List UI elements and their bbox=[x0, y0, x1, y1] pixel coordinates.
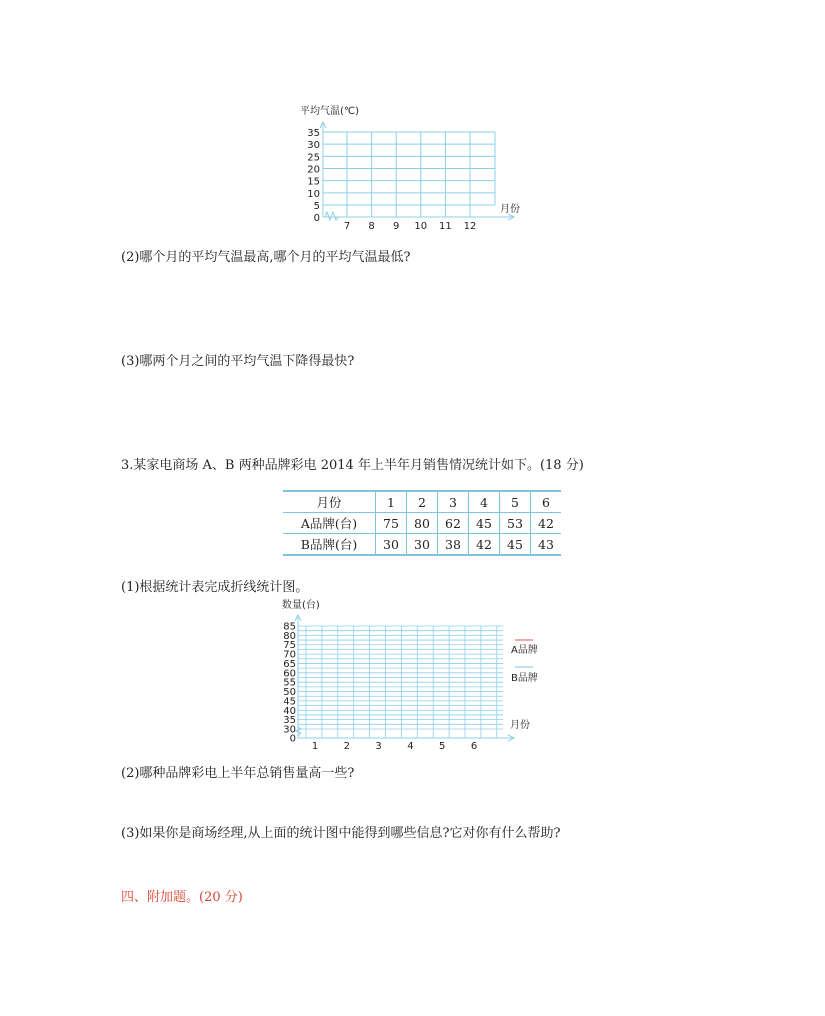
temperature-x-tick-label: 9 bbox=[393, 221, 400, 232]
sales-x-tick-label: 3 bbox=[375, 741, 382, 752]
question-3-1: (1)根据统计表完成折线统计图。 bbox=[121, 580, 309, 595]
table-cell: 6 bbox=[531, 491, 562, 513]
sales-y-tick-label: 0 bbox=[289, 733, 296, 745]
table-cell: 3 bbox=[438, 491, 469, 513]
table-cell: 月份 bbox=[283, 491, 376, 513]
table-cell: 5 bbox=[500, 491, 531, 513]
sales-grid bbox=[295, 615, 514, 741]
table-cell: 53 bbox=[500, 513, 531, 534]
table-cell: 38 bbox=[438, 534, 469, 556]
sales-y-tick-label: 65 bbox=[283, 658, 296, 670]
temperature-x-tick-label: 8 bbox=[368, 221, 375, 232]
temperature-y-tick-label: 10 bbox=[307, 188, 320, 200]
question-3-2: (2)哪种品牌彩电上半年总销售量高一些? bbox=[121, 766, 355, 781]
table-cell: 45 bbox=[469, 513, 500, 534]
temperature-y-axis-title: 平均气温(℃) bbox=[300, 106, 360, 117]
sales-y-tick-label: 50 bbox=[283, 687, 296, 699]
table-cell: 4 bbox=[469, 491, 500, 513]
temperature-x-tick-label: 10 bbox=[414, 221, 428, 232]
temperature-y-tick-label: 15 bbox=[307, 176, 320, 188]
temperature-y-tick-label: 25 bbox=[307, 152, 320, 164]
table-cell: 45 bbox=[500, 534, 531, 556]
table-cell: A品牌(台) bbox=[283, 513, 376, 534]
sales-y-tick-label: 85 bbox=[283, 621, 296, 633]
sales-x-axis-title: 月份 bbox=[510, 720, 530, 731]
temperature-x-tick-label: 11 bbox=[439, 221, 452, 232]
temperature-y-tick-label: 0 bbox=[313, 213, 320, 224]
table-cell: 30 bbox=[407, 534, 438, 556]
table-cell: 1 bbox=[376, 491, 407, 513]
question-2-2: (2)哪个月的平均气温最高,哪个月的平均气温最低? bbox=[121, 250, 411, 265]
table-cell: 30 bbox=[376, 534, 407, 556]
question-3-title: 3.某家电商场 A、B 两种品牌彩电 2014 年上半年月销售情况统计如下。(18 分) bbox=[121, 458, 584, 473]
sales-y-tick-label: 60 bbox=[283, 668, 296, 680]
temperature-x-axis-title: 月份 bbox=[500, 204, 520, 215]
sales-y-tick-label: 35 bbox=[283, 715, 296, 727]
table-cell: 2 bbox=[407, 491, 438, 513]
sales-y-tick-label: 40 bbox=[283, 705, 296, 717]
section-4-heading: 四、附加题。(20 分) bbox=[121, 890, 243, 905]
sales-x-tick-label: 1 bbox=[311, 741, 319, 752]
sales-x-tick-label: 2 bbox=[343, 741, 350, 752]
table-cell: 42 bbox=[469, 534, 500, 556]
legend-a-label: A品牌 bbox=[511, 645, 538, 656]
sales-y-tick-label: 75 bbox=[283, 640, 296, 652]
sales-y-tick-label: 70 bbox=[283, 649, 296, 661]
temperature-x-tick-label: 7 bbox=[343, 221, 351, 232]
table-cell: 75 bbox=[376, 513, 407, 534]
question-3-3: (3)如果你是商场经理,从上面的统计图中能得到哪些信息?它对你有什么帮助? bbox=[121, 826, 561, 841]
table-cell: B品牌(台) bbox=[283, 534, 376, 556]
sales-x-tick-label: 4 bbox=[407, 741, 414, 752]
sales-y-tick-label: 45 bbox=[283, 696, 296, 708]
sales-x-ticks bbox=[312, 741, 477, 752]
table-cell: 62 bbox=[438, 513, 469, 534]
sales-y-ticks bbox=[283, 622, 296, 745]
temperature-y-tick-label: 35 bbox=[307, 128, 320, 139]
temperature-y-tick-label: 30 bbox=[307, 140, 320, 152]
sales-y-axis-title: 数量(台) bbox=[282, 600, 320, 611]
sales-y-tick-label: 55 bbox=[283, 677, 296, 689]
table-cell: 43 bbox=[531, 534, 562, 556]
table-cell: 42 bbox=[531, 513, 562, 534]
sales-y-tick-label: 30 bbox=[283, 724, 296, 736]
sales-x-tick-label: 5 bbox=[439, 741, 446, 752]
sales-x-tick-label: 6 bbox=[470, 741, 478, 752]
temperature-y-tick-label: 20 bbox=[307, 164, 320, 176]
sales-y-tick-label: 80 bbox=[283, 630, 296, 642]
table-cell: 80 bbox=[407, 513, 438, 534]
legend-b-label: B品牌 bbox=[511, 673, 538, 684]
temperature-y-tick-label: 5 bbox=[313, 201, 320, 212]
question-2-3: (3)哪两个月之间的平均气温下降得最快? bbox=[121, 354, 355, 369]
temperature-x-tick-label: 12 bbox=[463, 221, 477, 232]
